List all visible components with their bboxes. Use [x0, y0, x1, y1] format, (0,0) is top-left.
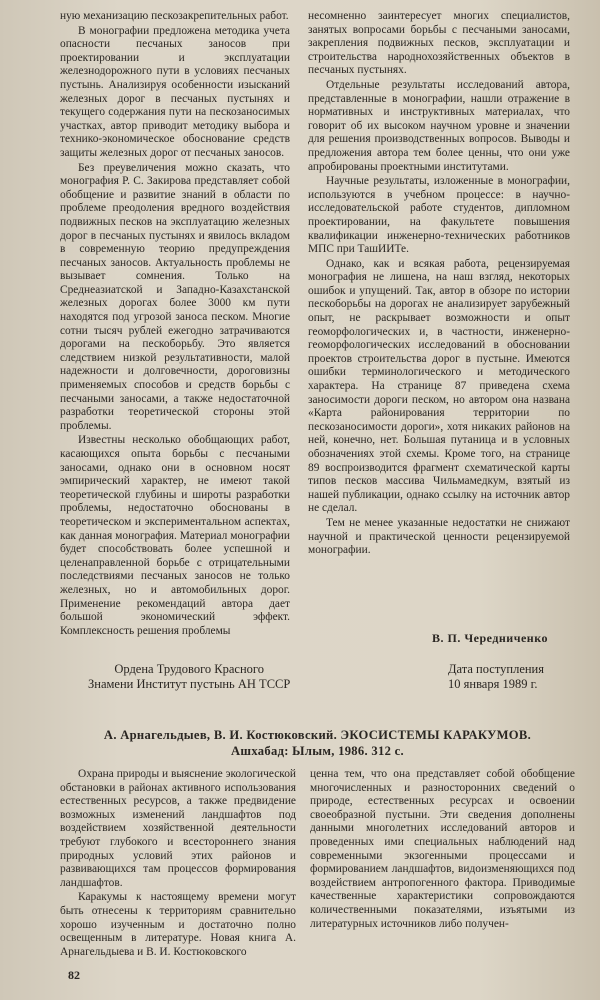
review-column-right — [308, 10, 570, 558]
review-heading — [60, 727, 575, 759]
paragraph: ценна тем, что она представляет собой обобщение многочисленных и разносторонних сведений о природе, естественных ресурсах и освоении своеобразной пустыни. Эти сведения дополнены данными многолетних исследований авторов и проведенных ими специальных наблюдений над современными экзогенными процессами и формированием ландшафтов, видоизменяющихся под воздействием антропогенного фактора. Приводимые качественные характеристики сопровождаются количественными показателями, изъятыми из литературных источников либо получен- — [310, 768, 575, 930]
received-date — [448, 662, 544, 692]
review-column-left — [60, 10, 290, 638]
second-review-column-right — [310, 768, 575, 931]
paragraph: Без преувеличения можно сказать, что монография Р. С. Закирова представляет собой обобщение и развитие знаний в области по проблеме преодоления вредного воздействия подвижных песков на эксплуатацию железных дорог в песчаных пустынях и явилось вкладом в современную теорию предупреждения песчаных заносов. Актуальность проблемы не вызывает сомнения. Только на Среднеазиатской и Западно-Казахстанской железных дорогах более 3000 км пути находятся под угрозой заноса песком. Многие сотни тысяч рублей ежегодно затрачиваются дорогами на пескоборьбу. Это является следствием низкой результативности, малой надежности и долговечности, дороговизны применяемых способов и средств борьбы с песчаными заносами, а также недостаточной разработки теоретической стороны этой проблемы. — [60, 161, 290, 432]
paragraph: Однако, как и всякая работа, рецензируемая монография не лишена, на наш взгляд, некоторых ошибок и упущений. Так, автор в обзоре по истории пескоборьбы на дорогах не анализирует зарубежный опыт, не раскрывает возможности и опыт геоморфологических и, в частности, инженерно-геоморфологических исследований в обосновании проектов строительства дорог в пустыне. Имеются ошибки терминологического и методического характера. На странице 87 приведена схема заносимости дороги песком, но автором она названа «Карта районирования территории по пескозаносимости дороги», хотя никаких районов на ней, конечно, нет. Большая путаница и в условных обозначениях этой схемы. Кроме того, на странице 89 воспроизводится фрагмент схематической карты типов песков массива Чильмамедкум, взятый из нашей публикации, однако ссылку на источник автор не сделал. — [308, 257, 570, 515]
paragraph: Каракумы к настоящему времени могут быть отнесены к территориям сравнительно хорошо изученным и достаточно полно освещенным в литературе. Новая книга А. Арнагельдыева и В. И. Костюковского — [60, 891, 296, 958]
book-imprint-line: Ашхабад: Ылым, 1986. 312 с. — [231, 744, 404, 758]
paragraph: Научные результаты, изложенные в монографии, используются в учебном процессе: в научно-исследовательской работе студентов, дипломном проектировании, на факультете повышения квалификации инженерно-технических работников МПС при ТашИИТе. — [308, 175, 570, 256]
paragraph: Охрана природы и выяснение экологической обстановки в районах активного использования естественных ресурсов, а также предвидение возможных изменений ландшафтов под воздействием хозяйственной деятельности требуют глубокого и всестороннего знания природных условий этих районов и развивающихся там процессов формирования ландшафтов. — [60, 768, 296, 889]
paragraph: Тем не менее указанные недостатки не снижают научной и практической ценности рецензируемой монографии. — [308, 516, 570, 557]
second-review-column-left — [60, 768, 296, 959]
paragraph: Отдельные результаты исследований автора, представленные в монографии, нашли отражение в нормативных и инструктивных материалах, что говорит об их высоком научном уровне и значении для решения производственных вопросов. Выводы и предложения автора тем более ценны, что они уже апробированы проектными институтами. — [308, 78, 570, 173]
institute-affiliation — [88, 662, 290, 692]
paragraph: несомненно заинтересует многих специалистов, занятых вопросами борьбы с песчаными заносами, закрепления подвижных песков, эксплуатации и строительства народнохозяйственных объектов в песчаных пустынях. — [308, 10, 570, 77]
institute-line: Ордена Трудового Красного — [114, 662, 264, 676]
reviewer-signature: В. П. Чередниченко — [432, 631, 548, 645]
paragraph: В монографии предложена методика учета опасности песчаных заносов при проектировании и эксплуатации железнодорожного пути в условиях песчаных пустынь. Анализируя особенности изысканий железных дорог в песчаных пустынях и текущего содержания пути на пескозаносимых участках, автор приводит методику выбора и технико-экономическое обоснование средств защиты железных дорог от песчаных заносов. — [60, 24, 290, 159]
paragraph: Известны несколько обобщающих работ, касающихся опыта борьбы с песчаными заносами, однако они в основном носят эмпирический характер, не имеют такой теоретической глубины и широты разработки проблемы, недостаточно обоснованы в теоретическом и экспериментальном аспектах, как данная монография. Материал монографии будет способствовать более успешной и целенаправленной борьбе с отрицательными последствиями песчаных заносов не только железных, но и автомобильных дорог. Применение рекомендаций автора дает большой экономический эффект. Комплексность решения проблемы — [60, 434, 290, 637]
paragraph: ную механизацию пескозакрепительных работ. — [60, 10, 289, 22]
book-title-line: А. Арнагельдыев, В. И. Костюковский. ЭКОСИСТЕМЫ КАРАКУМОВ. — [103, 728, 532, 742]
institute-line: Знамени Институт пустынь АН ТССР — [88, 677, 291, 691]
received-value: 10 января 1989 г. — [448, 677, 538, 691]
page-number: 82 — [68, 968, 80, 982]
received-label: Дата поступления — [448, 662, 544, 676]
